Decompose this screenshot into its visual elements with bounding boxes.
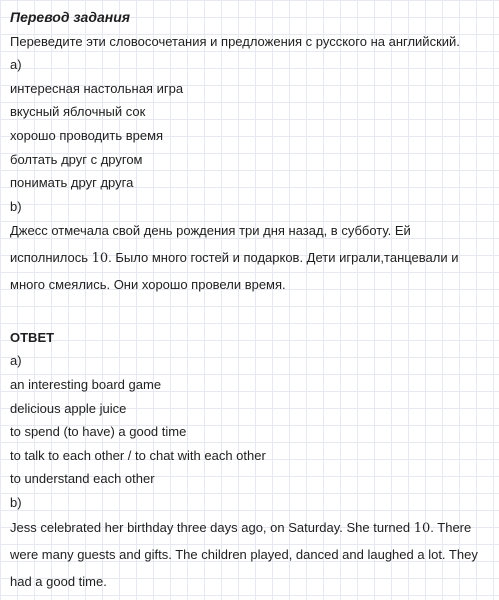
task-item-3: хорошо проводить время	[10, 127, 164, 143]
answer-item-2: delicious apple juice	[10, 400, 127, 416]
task-part-b-text	[10, 218, 489, 299]
task-part-a-label: a)	[10, 57, 22, 73]
answer-item-3: to spend (to have) a good time	[10, 424, 187, 440]
task-item-4: болтать друг с другом	[10, 151, 143, 167]
answer-title: ОТВЕТ	[10, 329, 55, 345]
task-item-1: интересная настольная игра	[10, 80, 184, 96]
task-part-b-number: 10	[91, 250, 109, 266]
answer-item-1: an interesting board game	[10, 377, 162, 393]
answer-part-b-number: 10	[413, 520, 431, 536]
task-part-b-label: b)	[10, 198, 22, 214]
task-item-2: вкусный яблочный сок	[10, 104, 146, 120]
answer-part-b-text	[10, 515, 489, 596]
task-item-5: понимать друг друга	[10, 175, 134, 191]
task-part-b-text-end: . Было много гостей и подарков. Дети играли,танцевали и много смеялись. Они хорошо провели время.	[10, 249, 459, 293]
answer-part-b-text-end: . There were many guests and gifts. The children played, danced and laughed a lot. They had a good time.	[10, 519, 478, 589]
section-gap	[10, 299, 489, 326]
task-part-b-text-start: Джесс отмечала свой день рождения три дня назад, в субботу. Ей исполнилось	[10, 223, 411, 265]
task-title: Перевод задания	[10, 9, 131, 25]
answer-item-5: to understand each other	[10, 471, 155, 487]
task-instruction: Переведите эти словосочетания и предложения с русского на английский.	[10, 33, 460, 49]
answer-item-4: to talk to each other / to chat with each other	[10, 447, 266, 463]
answer-part-a-label: a)	[10, 353, 22, 369]
answer-part-b-label: b)	[10, 495, 22, 510]
answer-part-b-text-start: Jess celebrated her birthday three days ago, on Saturday. She turned	[10, 519, 414, 535]
